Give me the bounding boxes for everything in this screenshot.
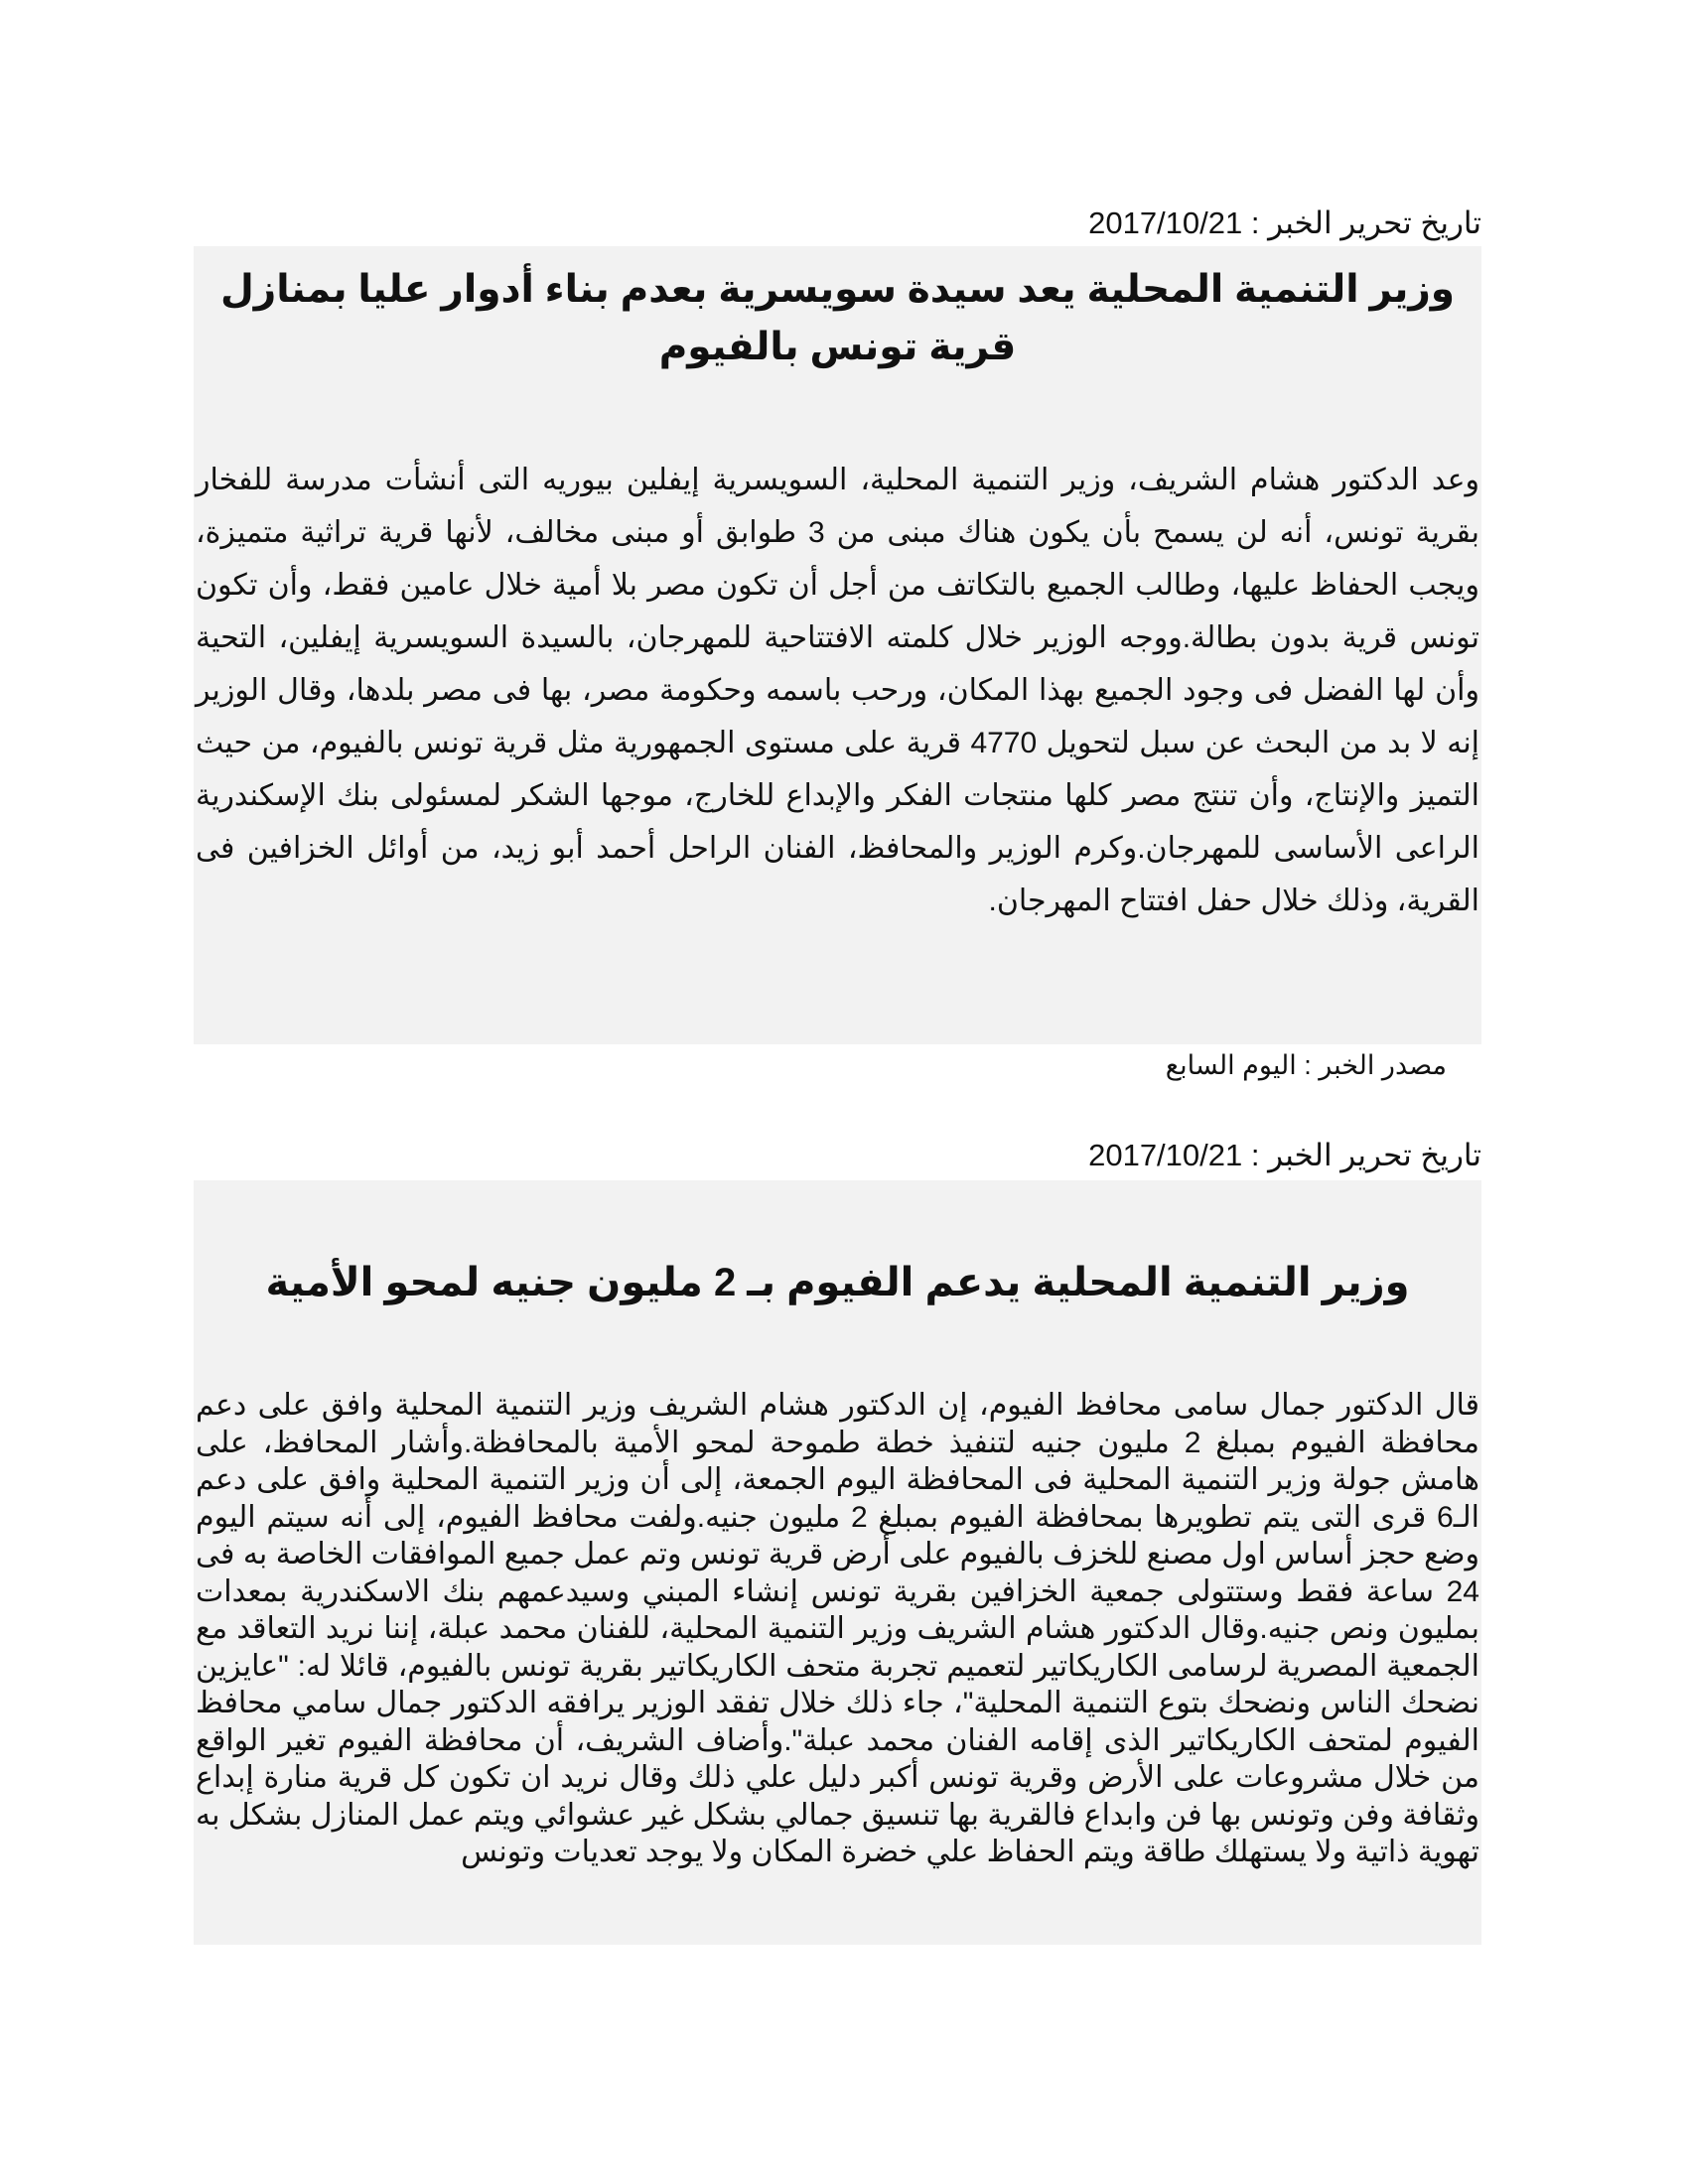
date-label: تاريخ تحرير الخبر : [1242,1138,1481,1172]
date-label: تاريخ تحرير الخبر : [1242,205,1481,240]
article-body: قال الدكتور جمال سامى محافظ الفيوم، إن الدكتور هشام الشريف وزير التنمية المحلية وافق على دعم محافظة الفيوم بمبلغ 2 مليون جنيه لتنفيذ خطة طموحة لمحو الأمية بالمحافظة.وأشار المحافظ، على هامش جولة وزير التنمية المحلية فى المحافظة اليوم الجمعة، إلى أن وزير التنمية المحلية وافق على دعم الـ6 قرى التى يتم تطويرها بمحافظة الفيوم بمبلغ 2 مليون جنيه.ولفت محافظ الفيوم، إلى أنه سيتم اليوم وضع حجز أساس اول مصنع للخزف بالفيوم على أرض قرية تونس وتم عمل جميع الموافقات الخاصة به فى 24 ساعة فقط وستتولى جمعية الخزافين بقرية تونس إنشاء المبني وسيدعمهم بنك الاسكندرية بمعدات بمليون ونص جنيه.وقال الدكتور هشام الشريف وزير التنمية المحلية، للفنان محمد عبلة، إننا نريد التعاقد مع الجمعية المصرية لرسامى الكاريكاتير لتعميم تجربة متحف الكاريكاتير بقرية تونس بالفيوم، قائلا له: "عايزين نضحك الناس ونضحك بتوع التنمية المحلية"، جاء ذلك خلال تفقد الوزير يرافقه الدكتور جمال سامي محافظ الفيوم لمتحف الكاريكاتير الذى إقامه الفنان محمد عبلة".وأضاف الشريف، أن محافظة الفيوم تغير الواقع من خلال مشروعات على الأرض وقرية تونس أكبر دليل علي ذلك وقال نريد ان تكون كل قرية منارة إبداع وثقافة وفن وتونس بها فن وابداع فالقرية بها تنسيق جمالي بشكل غير عشوائي ويتم عمل المنازل بشكل به تهوية ذاتية ولا يستهلك طاقة ويتم الحفاظ علي خضرة المكان ولا يوجد تعديات وتونس [196,1389,1479,1868]
date-value: 2017/10/21 [1088,205,1243,240]
date-value: 2017/10/21 [1088,1138,1243,1172]
article-source: مصدر الخبر : اليوم السابع [1165,1050,1447,1080]
article-date-line [194,204,1481,243]
article-box [194,246,1481,1044]
article-title: وزير التنمية المحلية يدعم الفيوم بـ 2 مليون جنيه لمحو الأمية [265,1261,1410,1304]
article-title: وزير التنمية المحلية يعد سيدة سويسرية بعدم بناء أدوار عليا بمنازل قرية تونس بالفيوم [219,268,1456,368]
article-box [194,1180,1481,1945]
article-date-line [194,1136,1481,1175]
article-body: وعد الدكتور هشام الشريف، وزير التنمية المحلية، السويسرية إيفلين بيوريه التى أنشأت مدرسة للفخار بقرية تونس، أنه لن يسمح بأن يكون هناك مبنى من 3 طوابق أو مبنى مخالف، لأنها قرية تراثية متميزة، ويجب الحفاظ عليها، وطالب الجميع بالتكاتف من أجل أن تكون مصر بلا أمية خلال عامين فقط، وأن تكون تونس قرية بدون بطالة.ووجه الوزير خلال كلمته الافتتاحية للمهرجان، بالسيدة السويسرية إيفلين، التحية وأن لها الفضل فى وجود الجميع بهذا المكان، ورحب باسمه وحكومة مصر، بها فى مصر بلدها، وقال الوزير إنه لا بد من البحث عن سبل لتحويل 4770 قرية على مستوى الجمهورية مثل قرية تونس بالفيوم، من حيث التميز والإنتاج، وأن تنتج مصر كلها منتجات الفكر والإبداع للخارج، موجها الشكر لمسئولى بنك الإسكندرية الراعى الأساسى للمهرجان.وكرم الوزير والمحافظ، الفنان الراحل أحمد أبو زيد، من أوائل الخزافين فى القرية، وذلك خلال حفل افتتاح المهرجان. [196,464,1480,917]
